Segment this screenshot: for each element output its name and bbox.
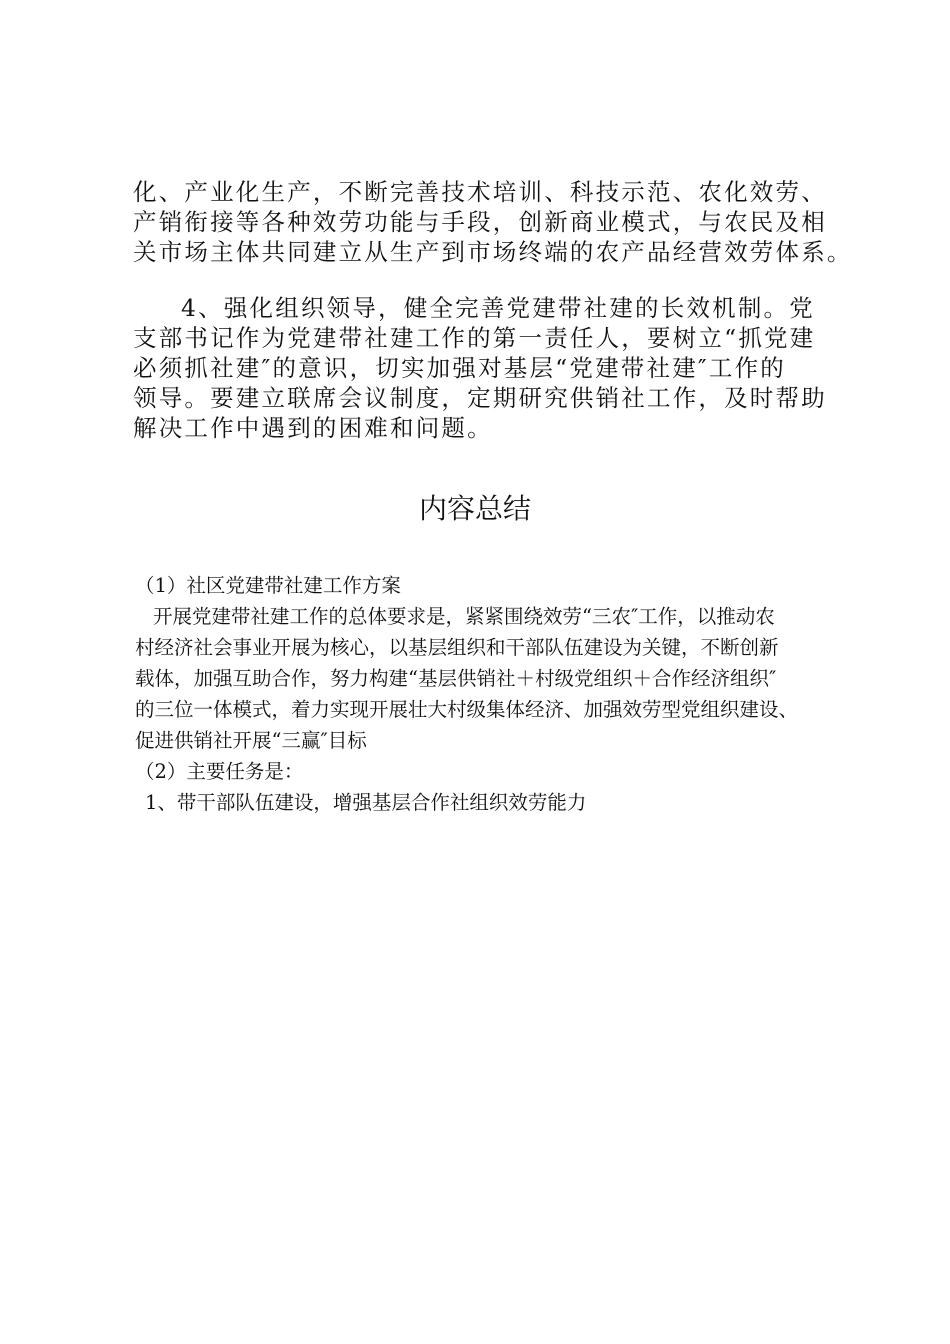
summary-text-line: 开展党建带社建工作的总体要求是，紧紧围绕效劳“三农″工作，以推动农 <box>153 605 775 628</box>
text-line: 支部书记作为党建带社建工作的第一责任人，要树立“抓党建 <box>133 324 816 352</box>
paragraph-service-system <box>133 177 853 267</box>
text-line: 化、产业化生产，不断完善技术培训、科技示范、农化效劳、 <box>133 178 827 206</box>
text-line: 4、强化组织领导，健全完善党建带社建的长效机制。党 <box>181 294 815 322</box>
summary-text-line: 促进供销社开展“三赢″目标 <box>135 729 367 752</box>
summary-text-line: 的三位一体模式，着力实现开展壮大村级集体经济、加强效劳型党组织建设、 <box>135 698 799 721</box>
summary-text-line: 载体，加强互助合作，努力构建“基层供销社＋村级党组织＋合作经济组织″ <box>135 667 777 690</box>
text-line: 关市场主体共同建立从生产到市场终端的农产品经营效劳体系。 <box>133 238 853 266</box>
text-line: 必须抓社建″的意识，切实加强对基层“党建带社建″工作的 <box>133 354 786 382</box>
summary-section <box>135 570 835 818</box>
paragraph-organization-leadership <box>133 293 827 443</box>
text-line: 产销衔接等各种效劳功能与手段，创新商业模式，与农民及相 <box>133 208 827 236</box>
text-line: 领导。要建立联席会议制度，定期研究供销社工作，及时帮助 <box>133 384 827 412</box>
summary-item-heading: （1）社区党建带社建工作方案 <box>135 574 401 597</box>
summary-item-heading: （2）主要任务是： <box>135 760 304 783</box>
summary-text-line: 村经济社会事业开展为核心，以基层组织和干部队伍建设为关键，不断创新 <box>135 636 779 659</box>
summary-subitem: 1、带干部队伍建设，增强基层合作社组织效劳能力 <box>145 791 587 814</box>
section-title: 内容总结 <box>418 492 531 525</box>
text-line: 解决工作中遇到的困难和问题。 <box>133 414 493 442</box>
